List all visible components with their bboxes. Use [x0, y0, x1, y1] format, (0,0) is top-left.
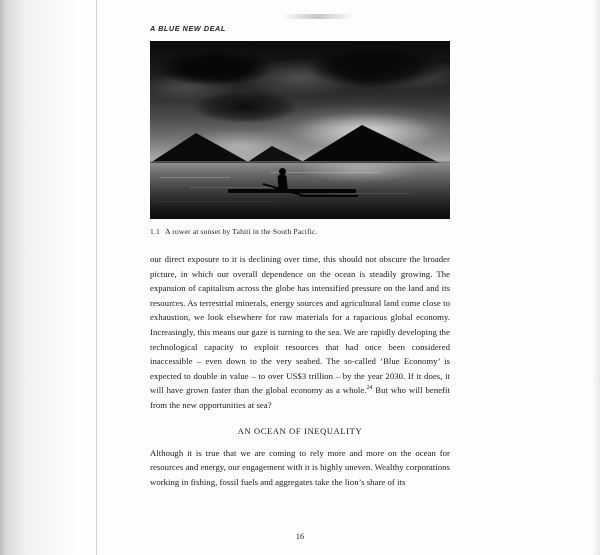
- photo-rower-head: [279, 168, 286, 175]
- photo-water-ripple: [160, 177, 230, 178]
- page-right-edge: [590, 0, 600, 555]
- paragraph-2: Although it is true that we are coming to rely more and more on the ocean for resources and energy, our engagement with it is highly uneven. Wealthy corporations working in fishing, fossil fuels and aggregates take the lion’s share of its: [150, 447, 450, 487]
- running-head: A BLUE NEW DEAL: [150, 24, 226, 33]
- page-binding-gutter: [0, 0, 96, 555]
- body-text: [150, 252, 450, 413]
- photo-mountain-main: [300, 125, 440, 163]
- paragraph-1-tail: But who will benefit from the new opportunities at sea?: [150, 385, 450, 410]
- photo-water-ripple: [270, 172, 380, 173]
- footnote-marker: 24: [366, 385, 373, 392]
- photo-cloud-dark-right: [290, 41, 450, 93]
- figure-caption-number: 1.1: [150, 227, 160, 236]
- figure-caption-text: A rower at sunset by Tahiti in the South Pacific.: [164, 227, 318, 236]
- paragraph-1-text: our direct exposure to it is declining over time, this should not obscure the broader picture, in which our overall dependence on the ocean is steadily growing. The expansion of capitalism across the globe has intensified pressure on the land and its resources. As terrestrial minerals, energy sources and agricultural land come close to exhaustion, we look elsewhere for raw materials for a rapacious global economy. Increasingly, this means our gaze is turning to the sea. We are rapidly developing the technological capacity to exploit resources that had once been considered inaccessible – even down to the very seabed. The so-called ‘Blue Economy’ is expected to double in value – to over US$3 trillion – by the year 2030. If it does, it will have grown faster than the global economy as a whole.: [150, 254, 450, 396]
- section-heading: AN OCEAN OF INEQUALITY: [237, 426, 363, 436]
- photo-water-ripple: [190, 187, 280, 188]
- photo-outrigger: [300, 195, 358, 197]
- figure-caption: [150, 227, 450, 236]
- page-edge-line: [96, 0, 97, 555]
- photo-rower-body: [277, 174, 288, 191]
- figure-photo: [150, 41, 450, 219]
- page-number: 16: [295, 532, 305, 541]
- photo-water-ripple: [155, 201, 275, 202]
- body-text-section: [150, 446, 450, 490]
- photo-water-ripple: [330, 193, 410, 194]
- paragraph-continued: [150, 252, 450, 413]
- photo-mountain-left: [150, 133, 250, 163]
- page-content: [150, 0, 450, 555]
- photo-cloud-dark-left: [150, 45, 290, 91]
